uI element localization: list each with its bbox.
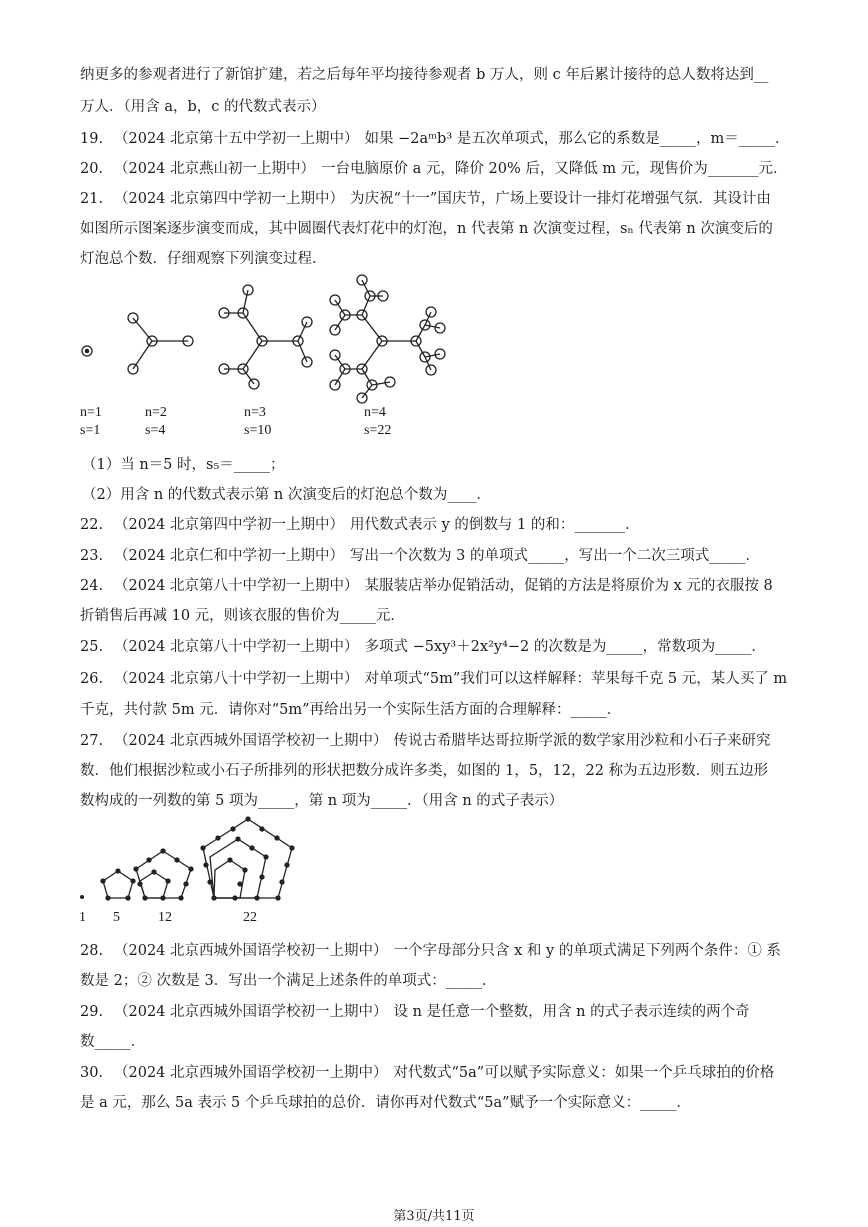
- question-number: 30.: [80, 1065, 104, 1081]
- question-text: 对代数式“5a”可以赋予实际意义：如果一个乒乓球拍的价格: [393, 1065, 775, 1081]
- question-text: 用代数式表示 y 的倒数与 1 的和：_______．: [350, 517, 640, 533]
- question-21-line-2: 如图所示图案逐步演变而成，其中圆圈代表灯花中的灯泡，n 代表第 n 次演变过程，sₙ 代表第 n 次演变后的: [80, 221, 773, 237]
- stage-3-n: n=3: [244, 405, 266, 420]
- question-text: 为庆祝“十一”国庆节，广场上要设计一排灯花增强气氛．其设计由: [350, 191, 771, 207]
- question-30: [80, 1062, 774, 1084]
- pentagon-12: [134, 849, 193, 900]
- question-27-line-3: 数构成的一列数的第 5 项为_____，第 n 项为_____．（用含 n 的式子表示）: [80, 793, 564, 809]
- question-text: 传说古希腊毕达哥拉斯学派的数学家用沙粒和小石子来研究: [393, 733, 771, 749]
- question-number: 19.: [80, 131, 104, 147]
- lantern-stage-4: [330, 275, 445, 403]
- question-number: 23.: [80, 548, 104, 564]
- question-24-line-2: 折销售后再减 10 元，则该衣服的售价为_____元．: [80, 608, 405, 624]
- lantern-stage-2: [128, 313, 193, 374]
- question-source: （2024 北京仁和中学初一上期中）: [114, 548, 345, 564]
- question-source: （2024 北京西城外国语学校初一上期中）: [114, 733, 388, 749]
- question-27: [80, 730, 771, 752]
- question-25: [80, 636, 766, 658]
- pentagon-1: [80, 895, 84, 899]
- stage-3-s: s=10: [244, 423, 272, 438]
- question-text: 某服装店举办促销活动，促销的方法是将原价为 x 元的衣服按 8: [364, 578, 773, 594]
- question-text: 一台电脑原价 a 元，降价 20% 后，又降低 m 元，现售价为_______元．: [321, 161, 788, 177]
- question-23: [80, 545, 760, 567]
- question-number: 28.: [80, 943, 104, 959]
- question-source: （2024 北京第四中学初一上期中）: [114, 191, 345, 207]
- question-source: （2024 北京第八十中学初一上期中）: [114, 671, 359, 687]
- question-text: 写出一个次数为 3 的单项式_____，写出一个二次三项式_____．: [350, 548, 760, 564]
- question-source: （2024 北京第八十中学初一上期中）: [114, 639, 359, 655]
- question-30-line-2: 是 a 元，那么 5a 表示 5 个乒乓球拍的总价．请你再对代数式“5a”赋予一个实际意义：_____．: [80, 1095, 691, 1111]
- question-29: [80, 1001, 750, 1023]
- stage-2-s: s=4: [145, 423, 166, 438]
- question-number: 27.: [80, 733, 104, 749]
- question-text: 对单项式“5m”我们可以这样解释：苹果每千克 5 元，某人买了 m: [364, 671, 788, 687]
- question-text: 设 n 是任意一个整数，用含 n 的式子表示连续的两个奇: [393, 1004, 750, 1020]
- question-number: 21.: [80, 191, 104, 207]
- question-number: 25.: [80, 639, 104, 655]
- stage-4-n: n=4: [364, 405, 386, 420]
- page-footer: 第3页/共11页: [393, 1209, 475, 1224]
- question-source: （2024 北京西城外国语学校初一上期中）: [114, 1065, 388, 1081]
- question-text: 一个字母部分只含 x 和 y 的单项式满足下列两个条件：① 系: [393, 943, 781, 959]
- pentagon-22: [201, 817, 294, 900]
- question-28: [80, 940, 781, 962]
- question-21-part-2: （2）用含 n 的代数式表示第 n 次演变后的灯泡总个数为____．: [82, 487, 491, 503]
- question-22: [80, 514, 640, 536]
- question-26-line-2: 千克，共付款 5m 元．请你对“5m”再给出另一个实际生活方面的合理解释：_____．: [80, 702, 622, 718]
- question-24: [80, 575, 773, 597]
- question-source: （2024 北京第四中学初一上期中）: [114, 517, 345, 533]
- pentagon-label-1: 1: [79, 910, 86, 925]
- pentagon-label-5: 5: [113, 910, 120, 925]
- question-28-line-2: 数是 2；② 次数是 3．写出一个满足上述条件的单项式：_____．: [80, 973, 497, 989]
- pentagon-figure: [80, 817, 294, 900]
- stage-2-n: n=2: [145, 405, 167, 420]
- question-source: （2024 北京西城外国语学校初一上期中）: [114, 943, 388, 959]
- question-number: 20.: [80, 161, 104, 177]
- question-text: 多项式 −5xy³＋2x²y⁴−2 的次数是为_____，常数项为_____．: [364, 639, 766, 655]
- pentagon-label-22: 22: [243, 910, 257, 925]
- stage-4-s: s=22: [364, 423, 392, 438]
- question-source: （2024 北京第十五中学初一上期中）: [114, 131, 359, 147]
- q18-line-2: 万人．（用含 a，b，c 的代数式表示）: [80, 99, 326, 115]
- pentagon-label-12: 12: [158, 910, 172, 925]
- q18-line-1: 纳更多的参观者进行了新馆扩建，若之后每年平均接待参观者 b 万人，则 c 年后累计接待的总人数将达到__: [80, 67, 769, 83]
- lantern-stage-1: [82, 346, 92, 356]
- question-number: 22.: [80, 517, 104, 533]
- stage-1-n: n=1: [80, 405, 102, 420]
- question-21-line-3: 灯泡总个数．仔细观察下列演变过程．: [80, 251, 327, 267]
- question-source: （2024 北京西城外国语学校初一上期中）: [114, 1004, 388, 1020]
- question-27-line-2: 数．他们根据沙粒或小石子所排列的形状把数分成许多类，如图的 1，5，12，22 称为五边形数．则五边形: [80, 763, 769, 779]
- question-number: 24.: [80, 578, 104, 594]
- stage-1-s: s=1: [80, 423, 101, 438]
- question-source: （2024 北京燕山初一上期中）: [114, 161, 316, 177]
- question-26: [80, 668, 787, 690]
- question-text: 如果 −2aᵐb³ 是五次单项式，那么它的系数是_____，m＝_____．: [364, 131, 790, 147]
- question-21-part-1: （1）当 n＝5 时，s₅＝_____；: [82, 457, 285, 473]
- question-source: （2024 北京第八十中学初一上期中）: [114, 578, 359, 594]
- pentagon-5: [101, 869, 135, 900]
- lantern-stage-3: [219, 285, 312, 389]
- question-number: 26.: [80, 671, 104, 687]
- question-number: 29.: [80, 1004, 104, 1020]
- question-29-line-2: 数_____．: [80, 1034, 146, 1050]
